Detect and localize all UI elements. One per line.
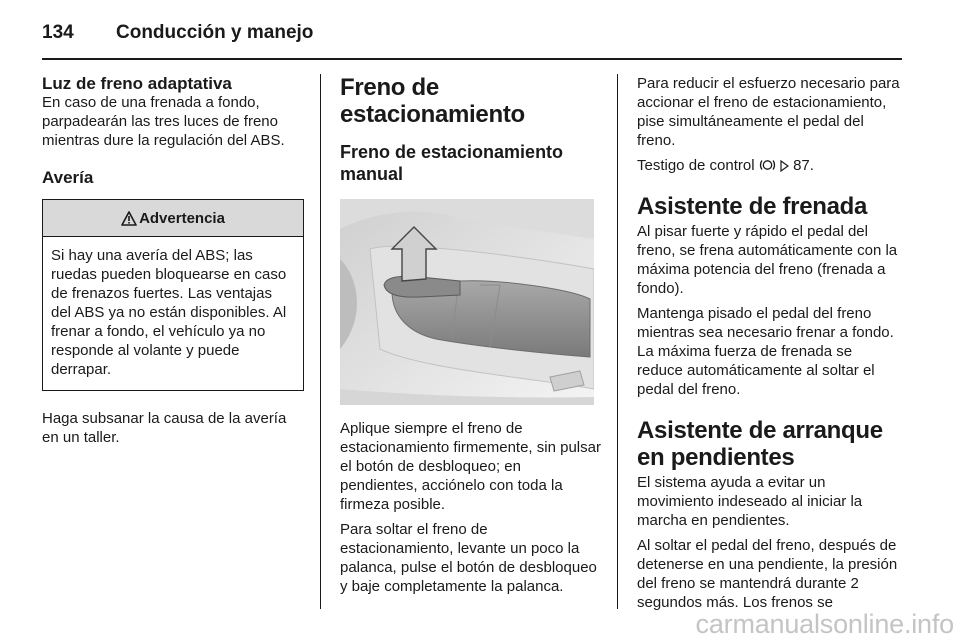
brake-assist-text-1: Al pisar fuerte y rápido el pedal del freno, se frena automáticamente con la máxima potencia del freno (frenada a fondo).: [637, 223, 898, 297]
warning-header: [43, 200, 303, 237]
watermark: carmanualsonline.info: [695, 609, 954, 639]
column-divider-2: [617, 74, 618, 609]
section-title-parking-brake: Freno de estacionamiento: [340, 74, 525, 128]
page-number: 134: [42, 22, 74, 43]
section-title-brake-assist: Asistente de frenada: [637, 193, 868, 220]
parking-brake-illustration: [340, 199, 594, 405]
subtitle-manual-parking-brake: Freno de estacionamiento manual: [340, 142, 564, 184]
section-title-fault: Avería: [42, 168, 94, 187]
page-reference-icon: [780, 160, 789, 172]
header-rule: [42, 58, 902, 60]
brake-warning-light-icon: [759, 158, 776, 172]
column-divider-1: [320, 74, 321, 609]
parking-brake-lever-drawing: [340, 199, 594, 405]
parking-brake-apply-text: Aplique siempre el freno de estacionamiento firmemente, sin pulsar el botón de desbloqueo; en pendientes, acciónelo con toda la firmeza posible.: [340, 420, 601, 513]
warning-box: [42, 199, 304, 391]
section-title-adaptive-brake-light: Luz de freno adaptativa: [42, 74, 232, 93]
hill-start-assist-text-2: Al soltar el pedal del freno, después de detenerse en una pendiente, la presión del freno se mantendrá durante 2 segundos más. Los frenos se: [637, 537, 898, 611]
chapter-title: Conducción y manejo: [116, 22, 314, 43]
brake-assist-text-2: Mantenga pisado el pedal del freno mientras sea necesario frenar a fondo. La máxima fuerza de frenada se reduce automáticamente al soltar el pedal del freno.: [637, 305, 894, 398]
page-header: [42, 18, 313, 48]
control-indicator-page: 87.: [793, 157, 814, 174]
column-2: [340, 74, 602, 596]
warning-title: Advertencia: [139, 209, 225, 227]
reduce-effort-text: Para reducir el esfuerzo necesario para accionar el freno de estacionamiento, pise simultáneamente el pedal del freno.: [637, 75, 900, 149]
parking-brake-release-text: Para soltar el freno de estacionamiento, levante un poco la palanca, pulse el botón de desbloqueo y baje completamente la palanca.: [340, 521, 597, 595]
warning-body: Si hay una avería del ABS; las ruedas pueden bloquearse en caso de frenazos fuertes. Las ventajas del ABS ya no están disponibles. Al frenar a fondo, el vehículo ya no responde al volante y puede derrapar.: [51, 247, 287, 378]
column-1: [42, 74, 304, 447]
control-indicator-label: Testigo de control: [637, 157, 755, 174]
hill-start-assist-text-1: El sistema ayuda a evitar un movimiento indeseado al iniciar la marcha en pendientes.: [637, 474, 863, 529]
section-title-hill-start-assist: Asistente de arranque en pendientes: [637, 417, 883, 471]
warning-triangle-icon: [121, 211, 137, 226]
column-3: [637, 74, 901, 612]
fault-after-text: Haga subsanar la causa de la avería en un taller.: [42, 410, 287, 446]
adaptive-brake-light-text: En caso de una frenada a fondo, parpadearán las tres luces de freno mientras dure la regulación del ABS.: [42, 94, 285, 149]
control-indicator-text: [637, 156, 901, 175]
